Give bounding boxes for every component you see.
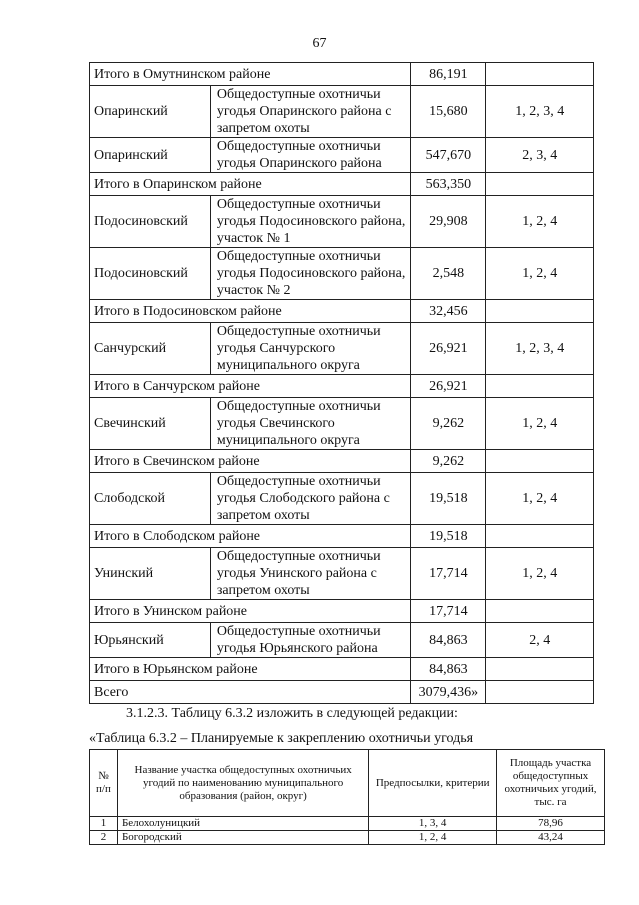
cell-name: Белохолуницкий <box>117 817 368 831</box>
table-row <box>90 817 605 831</box>
cell-criteria <box>486 600 594 623</box>
cell-criteria: 1, 2, 4 <box>486 548 594 600</box>
cell-description: Общедоступные охотничьи угодья Опаринского района с запретом охоты <box>210 86 411 138</box>
cell-area: 19,518 <box>411 473 486 525</box>
cell-criteria: 1, 2, 4 <box>486 248 594 300</box>
table-row <box>90 831 605 845</box>
header-name: Название участка общедоступных охотничьих угодий по наименованию муниципального образования (район, округ) <box>117 750 368 817</box>
cell-name: Богородский <box>117 831 368 845</box>
cell-criteria <box>486 525 594 548</box>
cell-total-label: Итого в Свечинском районе <box>90 450 411 473</box>
cell-district: Унинский <box>90 548 211 600</box>
cell-district: Опаринский <box>90 138 211 173</box>
table-row <box>90 86 594 138</box>
cell-area: 84,863 <box>411 658 486 681</box>
cell-area: 86,191 <box>411 63 486 86</box>
cell-num: 1 <box>90 817 118 831</box>
cell-total-label: Итого в Унинском районе <box>90 600 411 623</box>
cell-area: 17,714 <box>411 600 486 623</box>
table-row <box>90 138 594 173</box>
cell-criteria <box>486 300 594 323</box>
cell-criteria: 1, 2, 3, 4 <box>486 86 594 138</box>
subtotal-row <box>90 173 594 196</box>
cell-total-label: Итого в Санчурском районе <box>90 375 411 398</box>
cell-area: 26,921 <box>411 323 486 375</box>
cell-criteria: 1, 2, 3, 4 <box>486 323 594 375</box>
cell-total-label: Итого в Слободском районе <box>90 525 411 548</box>
cell-criteria <box>486 173 594 196</box>
page-number: 67 <box>312 36 327 51</box>
cell-area: 19,518 <box>411 525 486 548</box>
cell-area: 32,456 <box>411 300 486 323</box>
planned-grounds-table <box>89 749 605 845</box>
table-row <box>90 323 594 375</box>
table-caption: «Таблица 6.3.2 – Планируемые к закреплению охотничьи угодья <box>89 731 474 746</box>
cell-area: 2,548 <box>411 248 486 300</box>
cell-district: Свечинский <box>90 398 211 450</box>
amendment-paragraph: 3.1.2.3. Таблицу 6.3.2 изложить в следующей редакции: <box>126 706 458 721</box>
cell-description: Общедоступные охотничьи угодья Опаринского района <box>210 138 411 173</box>
cell-area: 84,863 <box>411 623 486 658</box>
subtotal-row <box>90 658 594 681</box>
table-row <box>90 398 594 450</box>
cell-district: Слободской <box>90 473 211 525</box>
subtotal-row <box>90 375 594 398</box>
cell-criteria <box>486 681 594 704</box>
cell-area: 547,670 <box>411 138 486 173</box>
table-header-row <box>90 750 605 817</box>
hunting-grounds-table-body <box>90 63 594 704</box>
cell-description: Общедоступные охотничьи угодья Подосиновского района, участок № 1 <box>210 196 411 248</box>
subtotal-row <box>90 600 594 623</box>
cell-description: Общедоступные охотничьи угодья Юрьянского района <box>210 623 411 658</box>
cell-area: 26,921 <box>411 375 486 398</box>
cell-description: Общедоступные охотничьи угодья Слободского района с запретом охоты <box>210 473 411 525</box>
cell-total-label: Итого в Юрьянском районе <box>90 658 411 681</box>
grand-total-row <box>90 681 594 704</box>
cell-district: Подосиновский <box>90 248 211 300</box>
cell-area: 15,680 <box>411 86 486 138</box>
cell-description: Общедоступные охотничьи угодья Свечинского муниципального округа <box>210 398 411 450</box>
cell-criteria: 1, 2, 4 <box>486 398 594 450</box>
cell-district: Санчурский <box>90 323 211 375</box>
cell-total-label: Итого в Подосиновском районе <box>90 300 411 323</box>
subtotal-row <box>90 450 594 473</box>
cell-area: 3079,436» <box>411 681 486 704</box>
cell-criteria: 1, 2, 4 <box>486 473 594 525</box>
table-row <box>90 548 594 600</box>
cell-area: 29,908 <box>411 196 486 248</box>
cell-num: 2 <box>90 831 118 845</box>
cell-criteria: 1, 2, 4 <box>369 831 497 845</box>
cell-total-label: Итого в Опаринском районе <box>90 173 411 196</box>
cell-description: Общедоступные охотничьи угодья Подосиновского района, участок № 2 <box>210 248 411 300</box>
cell-criteria: 1, 3, 4 <box>369 817 497 831</box>
cell-description: Общедоступные охотничьи угодья Санчурского муниципального округа <box>210 323 411 375</box>
header-criteria: Предпосылки, критерии <box>369 750 497 817</box>
cell-area: 43,24 <box>497 831 605 845</box>
cell-criteria <box>486 375 594 398</box>
cell-area: 9,262 <box>411 450 486 473</box>
cell-criteria: 2, 3, 4 <box>486 138 594 173</box>
table-row <box>90 248 594 300</box>
header-num: № п/п <box>90 750 118 817</box>
table-row <box>90 196 594 248</box>
cell-criteria <box>486 63 594 86</box>
subtotal-row <box>90 300 594 323</box>
cell-area: 78,96 <box>497 817 605 831</box>
cell-description: Общедоступные охотничьи угодья Унинского района с запретом охоты <box>210 548 411 600</box>
subtotal-row <box>90 63 594 86</box>
hunting-grounds-table <box>89 62 594 704</box>
cell-criteria <box>486 450 594 473</box>
cell-area: 563,350 <box>411 173 486 196</box>
cell-district: Юрьянский <box>90 623 211 658</box>
table-row <box>90 623 594 658</box>
cell-district: Опаринский <box>90 86 211 138</box>
cell-criteria: 1, 2, 4 <box>486 196 594 248</box>
cell-total-label: Всего <box>90 681 411 704</box>
cell-criteria <box>486 658 594 681</box>
cell-total-label: Итого в Омутнинском районе <box>90 63 411 86</box>
cell-criteria: 2, 4 <box>486 623 594 658</box>
table-row <box>90 473 594 525</box>
cell-district: Подосиновский <box>90 196 211 248</box>
cell-area: 9,262 <box>411 398 486 450</box>
subtotal-row <box>90 525 594 548</box>
cell-area: 17,714 <box>411 548 486 600</box>
header-area: Площадь участка общедоступных охотничьих угодий, тыс. га <box>497 750 605 817</box>
